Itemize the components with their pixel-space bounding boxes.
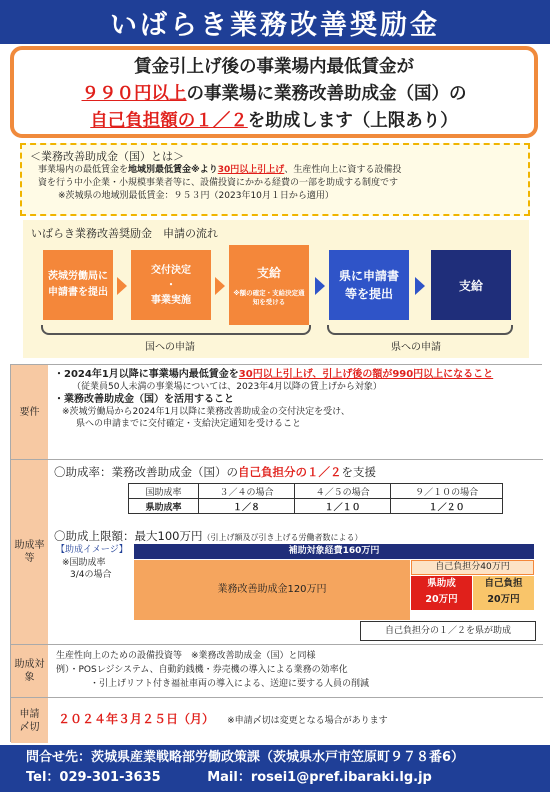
about-bold: 地域別最低賃金 — [128, 165, 192, 175]
pref-subsidy-amount: 20万円 — [425, 594, 458, 605]
prefecture-subsidy-bar — [411, 576, 472, 610]
flow-step-submit-labor-bureau — [43, 250, 113, 320]
flow-arrow-icon — [215, 277, 225, 295]
prefecture-brace — [327, 325, 513, 335]
flow-step-2b: ・ — [166, 279, 176, 291]
flow-arrow-icon — [415, 277, 425, 295]
rate-line-end: を支援 — [341, 465, 376, 479]
req-item-1 — [54, 368, 537, 381]
target-line-3: ・引上げリフト付き福祉車両の導入による、送迎に要する人員の削減 — [90, 679, 370, 689]
contact-mail: Mail：rosei1@pref.ibaraki.lg.jp — [207, 770, 432, 785]
about-red: 30円以上引上げ — [217, 165, 285, 175]
rate-table — [128, 483, 503, 514]
headline-line-3-text: を助成します（上限あり） — [247, 111, 458, 131]
headline-line-2-text: の事業場に業務改善助成金（国）の — [186, 84, 467, 104]
flow-heading: いばらき業務改善奨励金 申請の流れ — [31, 227, 218, 240]
headline-box — [10, 46, 538, 138]
req-item-1-red: 30円以上引上げ、引上げ後の額が990円以上になること — [238, 369, 494, 380]
contact-line — [26, 768, 524, 788]
flow-step-2c: 事業実施 — [151, 294, 191, 306]
target-line-1: 生産性向上のための設備投資等 ※業務改善助成金（国）と同様 — [56, 651, 316, 661]
deadline-note: ※申請〆切は変更となる場合があります — [227, 716, 388, 726]
headline-line-3 — [14, 108, 534, 135]
about-line-3: ※茨城県の地域別最低賃金：９５３円（2023年10月１日から適用） — [58, 191, 334, 201]
deadline-label: 申請〆切 — [11, 698, 48, 743]
contact-info: 問合せ先：茨城県産業戦略部労働政策課（茨城県水戸市笠原町９７８番6） — [26, 750, 465, 765]
flow-step-3-note: ※額の確定・支給決定通知を受ける — [233, 288, 305, 306]
flow-arrow-icon — [117, 277, 127, 295]
target-line-2: 例）・POSレジシステム、自動釣銭機・券売機の導入による業務の効率化 — [56, 665, 348, 675]
image-note-2: 3/4の場合 — [70, 570, 112, 580]
deadline-date: ２０２４年３月２５日（月） — [58, 712, 215, 726]
requirements-section — [48, 365, 543, 460]
national-application-label: 国への申請 — [145, 342, 195, 353]
rate-cell: １／８ — [199, 499, 295, 514]
image-note-1: ※国助成率 — [62, 558, 106, 568]
rate-line-text: 〇助成率：業務改善助成金（国）の — [54, 465, 238, 479]
limit-line — [54, 525, 362, 544]
rate-cell: 県助成率 — [129, 499, 199, 514]
about-line-1 — [38, 164, 520, 177]
req-item-2-text: ・業務改善助成金（国）を活用すること — [54, 394, 234, 405]
limit-text: 〇助成上限額：最大100万円 — [54, 529, 203, 543]
limit-note: （引上げ額及び引き上げる労働者数による） — [202, 533, 363, 542]
national-amount-bar: 業務改善助成金120万円 — [134, 560, 410, 620]
remaining-self-burden-bar — [473, 576, 534, 610]
req-item-2-note-1: ※茨城労働局から2024年1月以降に業務改善助成金の交付決定を受け、 — [62, 407, 350, 417]
flow-step-4-text: 県に申請書等を提出 — [338, 269, 399, 301]
rate-cell: １／２０ — [391, 499, 503, 514]
requirements-label: 要件 — [11, 365, 48, 460]
rate-cell: ９／１０の場合 — [391, 484, 503, 499]
flow-arrow-icon — [315, 277, 325, 295]
application-flow — [23, 220, 529, 358]
req-item-2-note-2: 県への申請までに交付確定・支給決定通知を受けること — [76, 419, 302, 429]
self-burden-bar: 自己負担分40万円 — [411, 560, 534, 575]
req-item-1-note: （従業員50人未満の事業場については、2023年4月以降の賃上げから対象） — [72, 382, 382, 392]
rate-table-header — [129, 484, 503, 499]
prefecture-application-label: 県への申請 — [391, 342, 441, 353]
flow-step-submit-prefecture — [329, 250, 409, 320]
about-heading: ＜業務改善助成金（国）とは＞ — [30, 150, 184, 163]
req-item-1-text: ・2024年1月以降に事業場内最低賃金を — [54, 369, 239, 380]
about-line-2: 資を行う中小企業・小規模事業者等に、設備投資にかかる経費の一部を助成する制度です — [38, 178, 399, 188]
about-national-subsidy — [20, 143, 530, 216]
page-title: いばらき業務改善奨励金 — [110, 9, 440, 41]
about-note-mark: ※より — [191, 165, 218, 175]
contact-footer — [0, 745, 550, 792]
details-table — [10, 364, 542, 742]
national-brace — [41, 325, 311, 335]
contact-tel: Tel：029-301-3635 — [26, 770, 161, 785]
rate-table-row — [129, 499, 503, 514]
about-text: 事業場内の最低賃金を — [38, 165, 129, 175]
headline-line-1: 賃金引上げ後の事業場内最低賃金が — [134, 57, 414, 77]
flow-step-3-title: 支給 — [256, 265, 281, 280]
targets-section — [48, 645, 543, 698]
req-item-2 — [54, 393, 537, 406]
rate-line-red: 自己負担分の１／２ — [238, 465, 342, 479]
pref-subsidy-label: 県助成 — [427, 578, 456, 589]
self-burden-amount: 20万円 — [487, 594, 520, 605]
headline-line-2 — [14, 81, 534, 108]
total-cost-bar: 補助対象経費160万円 — [134, 544, 534, 559]
title-bar — [0, 0, 550, 44]
rate-cell: ４／５の場合 — [295, 484, 391, 499]
flow-step-1-text: 茨城労働局に申請書を提出 — [48, 271, 108, 298]
rate-line — [54, 464, 376, 480]
rate-cell: １／１０ — [295, 499, 391, 514]
flow-step-payment-national — [229, 245, 309, 325]
rates-label: 助成率等 — [11, 460, 48, 645]
targets-label: 助成対象 — [11, 645, 48, 698]
deadline-section — [48, 698, 543, 743]
flow-step-payment-prefecture — [431, 250, 511, 320]
rate-cell: ３／４の場合 — [199, 484, 295, 499]
about-text-end: 、生産性向上に資する設備投 — [284, 165, 402, 175]
rate-cell: 国助成率 — [129, 484, 199, 499]
flow-step-2a: 交付決定 — [151, 264, 191, 276]
subsidy-note-box: 自己負担分の１／２を県が助成 — [360, 621, 536, 641]
flow-step-5-text: 支給 — [458, 278, 483, 293]
self-burden-label: 自己負担 — [484, 578, 523, 589]
image-label: 【助成イメージ】 — [56, 545, 128, 555]
subsidy-ratio: 自己負担額の１／２ — [90, 111, 248, 131]
flow-step-grant-decision — [131, 250, 211, 320]
rates-section — [48, 460, 543, 645]
wage-threshold: ９９０円以上 — [81, 84, 187, 104]
